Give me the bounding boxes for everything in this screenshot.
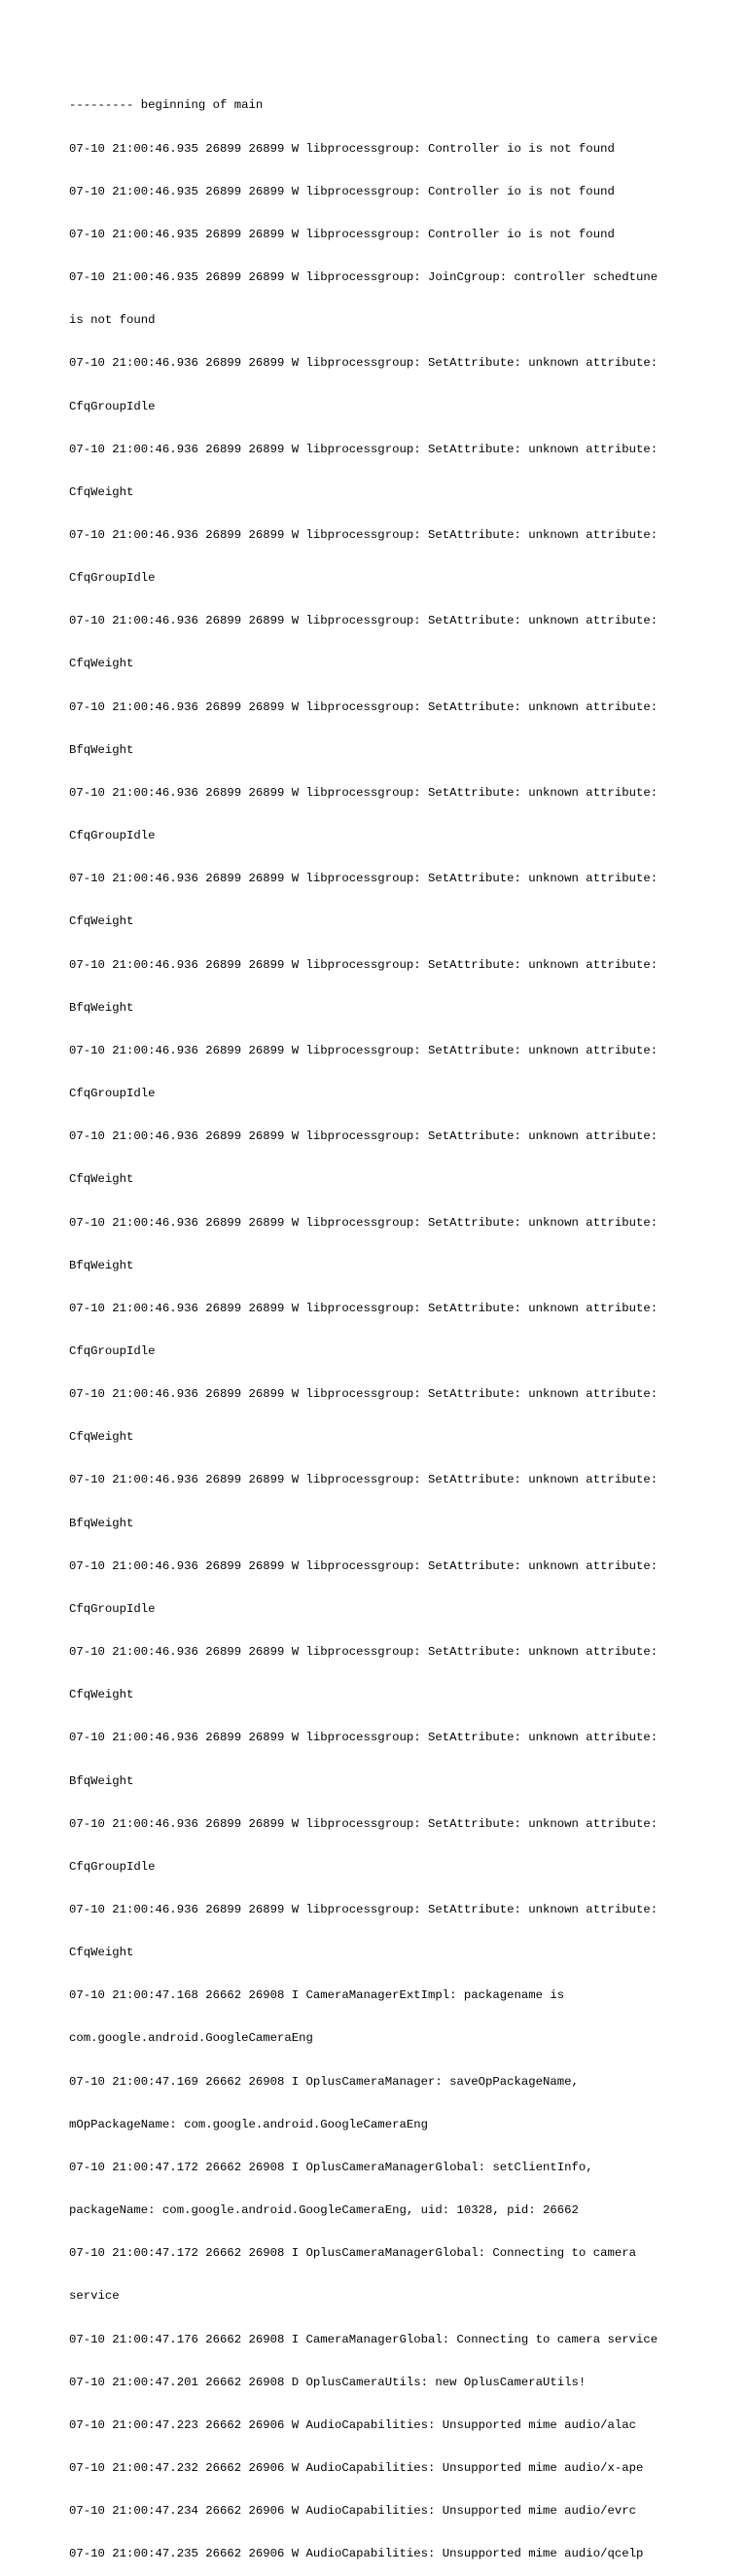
log-line: BfqWeight xyxy=(69,1516,134,1530)
log-line: 07-10 21:00:47.172 26662 26908 I OplusCameraManagerGlobal: Connecting to camera xyxy=(69,2246,636,2261)
log-line: 07-10 21:00:46.935 26899 26899 W libprocessgroup: Controller io is not found xyxy=(69,141,615,156)
log-line: 07-10 21:00:46.936 26899 26899 W libprocessgroup: SetAttribute: unknown attribute: xyxy=(69,1215,658,1230)
log-line: is not found xyxy=(69,313,156,328)
log-line: CfqWeight xyxy=(69,1430,134,1445)
log-line: 07-10 21:00:46.936 26899 26899 W libprocessgroup: SetAttribute: unknown attribute: xyxy=(69,614,658,628)
log-line: CfqGroupIdle xyxy=(69,399,156,413)
log-line: CfqWeight xyxy=(69,1172,134,1187)
log-line: CfqWeight xyxy=(69,484,134,499)
log-line: 07-10 21:00:46.936 26899 26899 W libprocessgroup: SetAttribute: unknown attribute: xyxy=(69,1387,658,1402)
log-line: 07-10 21:00:46.935 26899 26899 W libprocessgroup: Controller io is not found xyxy=(69,227,615,241)
log-line: 07-10 21:00:46.936 26899 26899 W libprocessgroup: SetAttribute: unknown attribute: xyxy=(69,957,658,972)
log-line: CfqWeight xyxy=(69,914,134,929)
log-line: CfqWeight xyxy=(69,1946,134,1960)
log-line: mOpPackageName: com.google.android.GoogleCameraEng xyxy=(69,2117,428,2131)
log-line: 07-10 21:00:46.936 26899 26899 W libprocessgroup: SetAttribute: unknown attribute: xyxy=(69,1043,658,1057)
log-line: service xyxy=(69,2289,120,2304)
log-line: 07-10 21:00:47.168 26662 26908 I CameraManagerExtImpl: packagename is xyxy=(69,1988,565,2003)
log-line: 07-10 21:00:46.936 26899 26899 W libprocessgroup: SetAttribute: unknown attribute: xyxy=(69,356,658,371)
log-line: 07-10 21:00:46.936 26899 26899 W libprocessgroup: SetAttribute: unknown attribute: xyxy=(69,1558,658,1573)
log-line: 07-10 21:00:47.223 26662 26906 W AudioCapabilities: Unsupported mime audio/alac xyxy=(69,2417,636,2432)
log-line: BfqWeight xyxy=(69,742,134,757)
log-line: 07-10 21:00:46.936 26899 26899 W libprocessgroup: SetAttribute: unknown attribute: xyxy=(69,1473,658,1487)
log-line: CfqWeight xyxy=(69,1688,134,1702)
log-line: 07-10 21:00:46.936 26899 26899 W libprocessgroup: SetAttribute: unknown attribute: xyxy=(69,785,658,800)
log-line: 07-10 21:00:46.936 26899 26899 W libprocessgroup: SetAttribute: unknown attribute: xyxy=(69,1129,658,1144)
log-line: BfqWeight xyxy=(69,1258,134,1272)
log-line: 07-10 21:00:47.176 26662 26908 I CameraManagerGlobal: Connecting to camera service xyxy=(69,2332,658,2346)
log-document xyxy=(69,70,682,2576)
log-line: 07-10 21:00:46.936 26899 26899 W libprocessgroup: SetAttribute: unknown attribute: xyxy=(69,699,658,714)
log-line: CfqGroupIdle xyxy=(69,1859,156,1874)
log-line: 07-10 21:00:47.232 26662 26906 W AudioCapabilities: Unsupported mime audio/x-ape xyxy=(69,2461,644,2476)
log-line: BfqWeight xyxy=(69,1000,134,1015)
log-line: 07-10 21:00:47.235 26662 26906 W AudioCapabilities: Unsupported mime audio/qcelp xyxy=(69,2547,644,2561)
log-line: 07-10 21:00:47.234 26662 26906 W AudioCapabilities: Unsupported mime audio/evrc xyxy=(69,2504,636,2519)
log-line: 07-10 21:00:47.169 26662 26908 I OplusCameraManager: saveOpPackageName, xyxy=(69,2074,579,2089)
log-line: 07-10 21:00:46.936 26899 26899 W libprocessgroup: SetAttribute: unknown attribute: xyxy=(69,1731,658,1745)
log-line: 07-10 21:00:46.936 26899 26899 W libprocessgroup: SetAttribute: unknown attribute: xyxy=(69,1816,658,1831)
log-line: CfqWeight xyxy=(69,657,134,671)
log-line: 07-10 21:00:46.936 26899 26899 W libprocessgroup: SetAttribute: unknown attribute: xyxy=(69,442,658,456)
log-line: 07-10 21:00:46.936 26899 26899 W libprocessgroup: SetAttribute: unknown attribute: xyxy=(69,1903,658,1916)
log-line: CfqGroupIdle xyxy=(69,1343,156,1358)
log-line: 07-10 21:00:47.172 26662 26908 I OplusCameraManagerGlobal: setClientInfo, xyxy=(69,2160,593,2174)
log-line: CfqGroupIdle xyxy=(69,829,156,843)
log-line: BfqWeight xyxy=(69,1773,134,1788)
log-line: 07-10 21:00:46.936 26899 26899 W libprocessgroup: SetAttribute: unknown attribute: xyxy=(69,528,658,542)
log-line: 07-10 21:00:46.936 26899 26899 W libprocessgroup: SetAttribute: unknown attribute: xyxy=(69,1301,658,1315)
log-line: com.google.android.GoogleCameraEng xyxy=(69,2031,313,2046)
log-line: 07-10 21:00:47.201 26662 26908 D OplusCameraUtils: new OplusCameraUtils! xyxy=(69,2375,587,2389)
log-line: packageName: com.google.android.GoogleCameraEng, uid: 10328, pid: 26662 xyxy=(69,2203,579,2218)
log-line: 07-10 21:00:46.935 26899 26899 W libprocessgroup: JoinCgroup: controller schedtune xyxy=(69,270,658,285)
log-line: CfqGroupIdle xyxy=(69,1601,156,1616)
log-line: CfqGroupIdle xyxy=(69,571,156,586)
log-line: 07-10 21:00:46.935 26899 26899 W libprocessgroup: Controller io is not found xyxy=(69,184,615,198)
log-line: 07-10 21:00:46.936 26899 26899 W libprocessgroup: SetAttribute: unknown attribute: xyxy=(69,872,658,886)
log-line: CfqGroupIdle xyxy=(69,1087,156,1101)
log-header: --------- beginning of main xyxy=(69,98,264,113)
log-line: 07-10 21:00:46.936 26899 26899 W libprocessgroup: SetAttribute: unknown attribute: xyxy=(69,1645,658,1660)
